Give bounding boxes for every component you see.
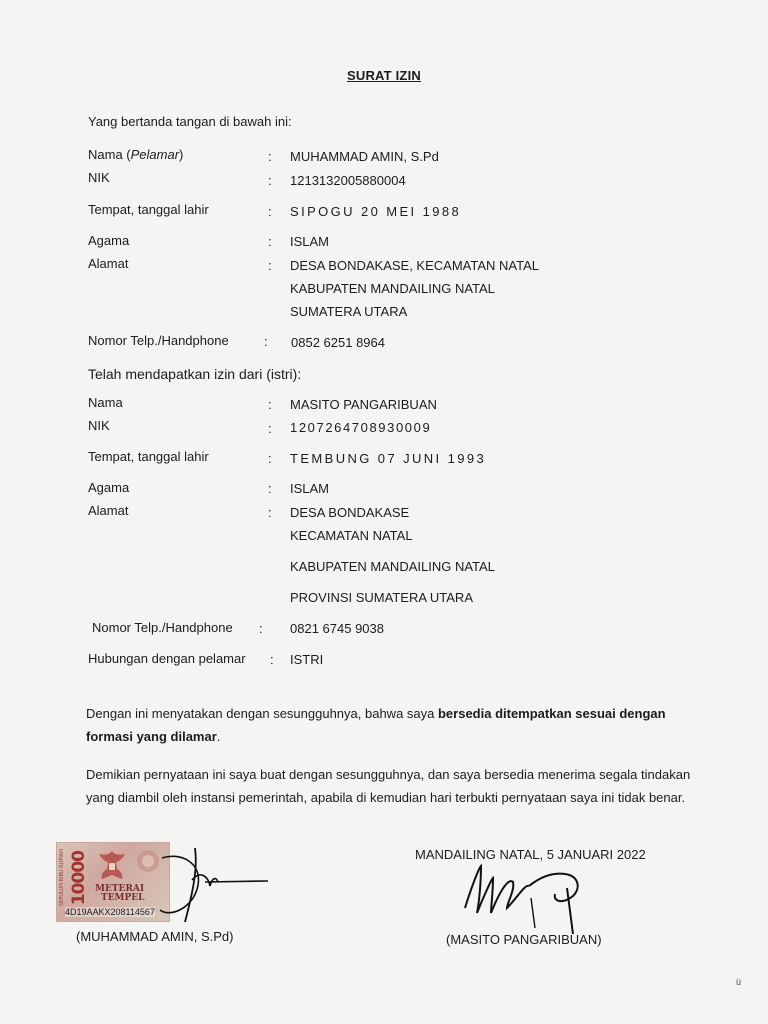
applicant-birth-label: Tempat, tanggal lahir: [88, 202, 209, 217]
spouse-address-label: Alamat: [88, 503, 129, 518]
statement-end: .: [216, 729, 221, 744]
closing-paragraph: Demikian pernyataan ini saya buat dengan sesungguhnya, dan saya bersedia menerima segala tindakan yang diambil oleh instansi pemerintah, apabila di kemudian hari terbukti pernyataan saya ini tidak benar.: [86, 767, 691, 805]
spouse-phone-label: Nomor Telp./Handphone: [92, 620, 233, 635]
place-date: MANDAILING NATAL, 5 JANUARI 2022: [415, 847, 646, 862]
colon: :: [268, 258, 272, 273]
spouse-name-label: Nama: [88, 395, 123, 410]
colon: :: [268, 234, 272, 249]
applicant-address-line: DESA BONDAKASE, KECAMATAN NATAL: [290, 258, 539, 273]
colon: :: [264, 334, 268, 349]
colon: :: [268, 397, 272, 412]
spouse-address-line: KECAMATAN NATAL: [290, 528, 413, 543]
corner-mark: ü: [736, 977, 742, 987]
colon: :: [268, 481, 272, 496]
permission-intro: Telah mendapatkan izin dari (istri):: [88, 366, 302, 382]
spouse-birth: TEMBUNG 07 JUNI 1993: [290, 451, 487, 466]
applicant-birth: SIPOGU 20 MEI 1988: [290, 204, 462, 219]
garuda-emblem-icon: [95, 849, 129, 881]
spouse-phone: 0821 6745 9038: [290, 621, 384, 636]
spouse-signature: [455, 858, 595, 938]
applicant-religion-label: Agama: [88, 233, 130, 248]
applicant-nik: 1213132005880004: [290, 173, 406, 188]
statement-text: Dengan ini menyatakan dengan sesungguhnya, bahwa saya: [86, 706, 438, 721]
stamp-amount: 10000: [69, 851, 89, 906]
relation-value: ISTRI: [290, 652, 324, 667]
spouse-address-line: PROVINSI SUMATERA UTARA: [290, 590, 473, 605]
stamp-label: [95, 885, 144, 903]
colon: :: [268, 204, 272, 219]
colon: :: [268, 421, 272, 436]
applicant-signature: [140, 840, 275, 930]
applicant-phone: 0852 6251 8964: [291, 335, 385, 350]
label-prefix: Nama (: [88, 147, 131, 162]
label-suffix: ): [179, 147, 184, 162]
colon: :: [259, 621, 263, 636]
applicant-name: MUHAMMAD AMIN, S.Pd: [290, 149, 439, 164]
spouse-birth-label: Tempat, tanggal lahir: [88, 449, 209, 464]
applicant-name-label: [88, 147, 183, 162]
spouse-signer-name: (MASITO PANGARIBUAN): [446, 932, 602, 947]
stamp-serial: 4D19AAKX208114567: [65, 907, 155, 917]
statement-bold: bersedia ditempatkan sesuai dengan formasi yang dilamar: [86, 706, 666, 744]
colon: :: [270, 652, 274, 667]
applicant-address-line: SUMATERA UTARA: [290, 304, 408, 319]
stamp-label-line: METERAI: [95, 884, 145, 894]
applicant-religion: ISLAM: [290, 234, 330, 249]
colon: :: [268, 173, 272, 188]
spouse-address-line: KABUPATEN MANDAILING NATAL: [290, 559, 495, 574]
spouse-name: MASITO PANGARIBUAN: [290, 397, 437, 412]
applicant-address-label: Alamat: [88, 256, 129, 271]
applicant-nik-label: NIK: [88, 170, 110, 185]
applicant-signer-name: (MUHAMMAD AMIN, S.Pd): [76, 929, 234, 944]
intro-text: Yang bertanda tangan di bawah ini:: [88, 114, 292, 129]
relation-label: Hubungan dengan pelamar: [88, 651, 246, 666]
colon: :: [268, 149, 272, 164]
statement-paragraph: [86, 702, 691, 748]
spouse-religion: ISLAM: [290, 481, 330, 496]
stamp-label-line: TEMPEL: [101, 893, 145, 903]
stamp-vertical-text: SEPULUH RIBU RUPIAH: [59, 849, 65, 906]
spouse-religion-label: Agama: [88, 480, 130, 495]
colon: :: [268, 505, 272, 520]
spouse-address-line: DESA BONDAKASE: [290, 505, 410, 520]
label-italic: Pelamar: [130, 147, 180, 162]
spouse-nik-label: NIK: [88, 418, 110, 433]
colon: :: [268, 451, 272, 466]
document-title: SURAT IZIN: [347, 68, 421, 83]
applicant-address-line: KABUPATEN MANDAILING NATAL: [290, 281, 495, 296]
spouse-nik: 1207264708930009: [290, 420, 432, 435]
applicant-phone-label: Nomor Telp./Handphone: [88, 333, 229, 348]
